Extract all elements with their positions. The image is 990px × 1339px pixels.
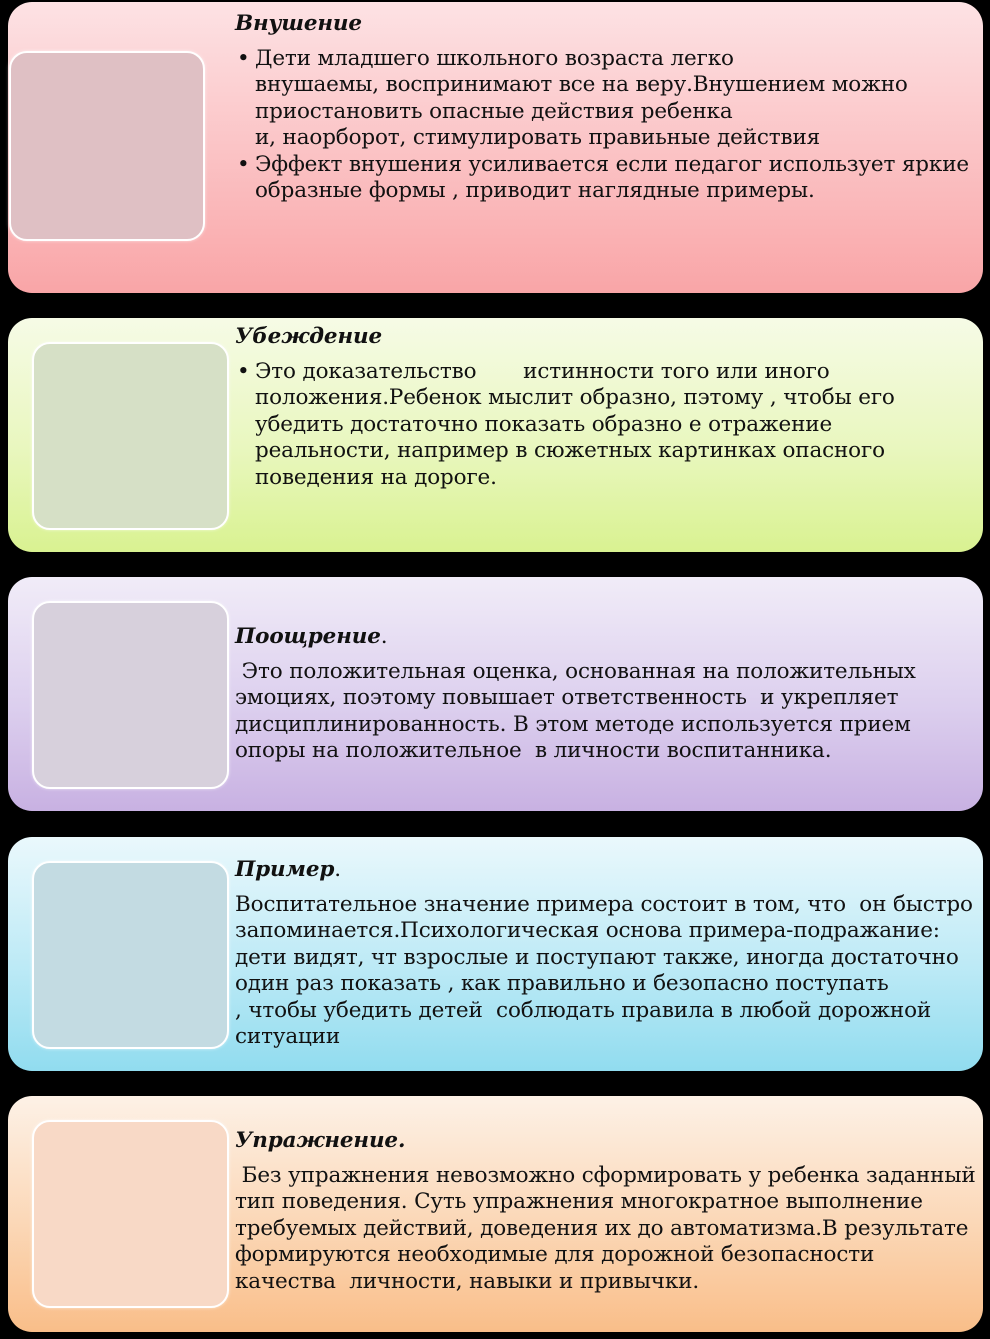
card-title: Упражнение. (235, 1128, 406, 1153)
picture-placeholder (32, 861, 229, 1049)
card-content (235, 324, 975, 491)
card-paragraph: Без упражнения невозможно сформировать у ребенка заданный тип поведения. Суть упражнения многократное выполнение требуемых действий, доведения их до автоматизма.В результате формируются необходимые для дорожной безопасности качества личности, навыки и привычки. (235, 1162, 976, 1294)
card-content (235, 1128, 975, 1295)
method-card-suggestion (8, 2, 983, 293)
card-paragraph: Это положительная оценка, основанная на положительных эмоциях, поэтому повышает ответственность и укрепляет дисциплинированность. В этом методе используется прием опоры на положительное в личности воспитанника. (235, 658, 916, 763)
bullet-item: • Дети младшего школьного возраста легко внушаемы, воспринимают все на веру.Внушением можно приостановить опасные действия ребенка и, наорборот, стимулировать правиьные действия (235, 46, 975, 152)
method-card-exercise (8, 1096, 983, 1332)
card-content (235, 624, 975, 765)
method-card-encouragement (8, 577, 983, 811)
card-title: Внушение (235, 11, 362, 36)
bullet-list (235, 46, 975, 205)
bullet-item: • Это доказательство истинности того или иного положения.Ребенок мыслит образно, пэтому , чтобы его убедить достаточно показать образно е отражение реальности, например в сюжетных картинках опасного поведения на дороге. (235, 359, 975, 492)
card-title: Пример. (235, 857, 341, 882)
method-card-example (8, 837, 983, 1071)
picture-placeholder (32, 1120, 229, 1308)
picture-placeholder (32, 601, 229, 789)
card-paragraph: Воспитательное значение примера состоит в том, что он быстро запоминается.Психологическая основа примера-подражание: дети видят, чт взрослые и поступают также, иногда достаточно один раз показать , как правильно и безопасно поступать , чтобы убедить детей соблюдать правила в любой дорожной ситуации (235, 891, 973, 1049)
card-content (235, 857, 975, 1051)
bullet-item: • Эффект внушения усиливается если педагог использует яркие образные формы , приводит наглядные примеры. (235, 152, 975, 205)
card-title: Поощрение. (235, 624, 388, 649)
card-title: Убеждение (235, 324, 382, 349)
card-content (235, 11, 975, 205)
picture-placeholder (32, 342, 229, 530)
method-card-persuasion (8, 318, 983, 552)
picture-placeholder (9, 51, 205, 241)
bullet-list (235, 359, 975, 492)
